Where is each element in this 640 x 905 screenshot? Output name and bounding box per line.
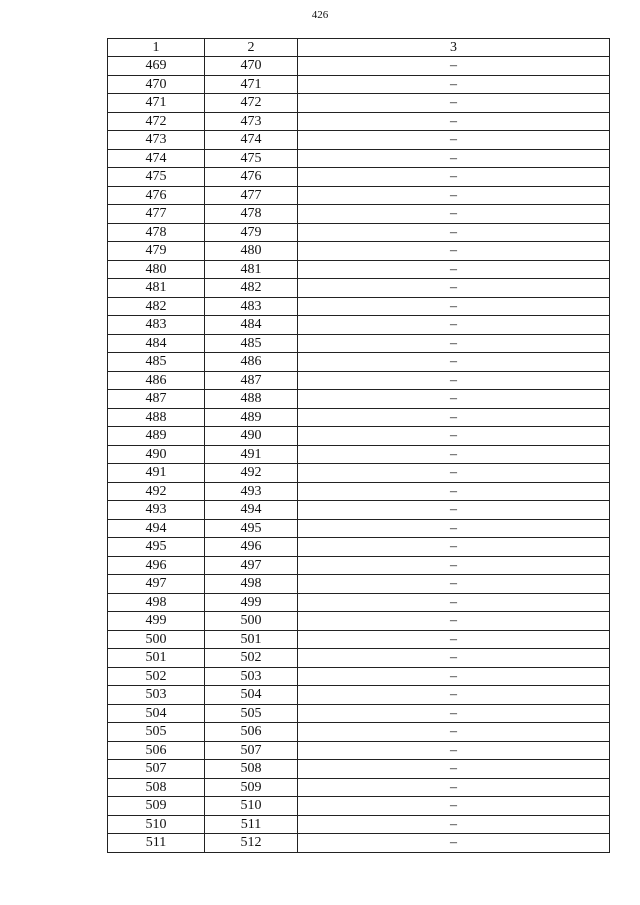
table-cell-col-3: – [298,149,610,168]
table-row [108,815,610,834]
table-cell-col-2: 506 [205,723,298,742]
table-cell-col-2: 511 [205,815,298,834]
table-cell-col-2: 487 [205,371,298,390]
table-cell-col-1: 496 [108,556,205,575]
table-row [108,667,610,686]
table-cell-col-3: – [298,223,610,242]
table-cell-col-1: 497 [108,575,205,594]
table-cell-col-3: – [298,723,610,742]
table-cell-col-1: 504 [108,704,205,723]
table-cell-col-2: 470 [205,57,298,76]
table-cell-col-2: 473 [205,112,298,131]
table-cell-col-2: 472 [205,94,298,113]
table-cell-col-2: 499 [205,593,298,612]
table-cell-col-1: 502 [108,667,205,686]
table-cell-col-1: 510 [108,815,205,834]
table-cell-col-2: 481 [205,260,298,279]
table-cell-col-2: 492 [205,464,298,483]
table-cell-col-3: – [298,834,610,853]
table-cell-col-2: 488 [205,390,298,409]
table-cell-col-3: – [298,556,610,575]
table-cell-col-1: 507 [108,760,205,779]
table-cell-col-2: 490 [205,427,298,446]
table-cell-col-1: 505 [108,723,205,742]
table-cell-col-1: 493 [108,501,205,520]
table-row [108,297,610,316]
table-cell-col-1: 490 [108,445,205,464]
table-row [108,279,610,298]
table-cell-col-3: – [298,593,610,612]
table-row [108,834,610,853]
table-row [108,205,610,224]
table-row [108,575,610,594]
table-cell-col-2: 507 [205,741,298,760]
table-cell-col-1: 486 [108,371,205,390]
table-cell-col-1: 499 [108,612,205,631]
table-cell-col-2: 486 [205,353,298,372]
table-cell-col-3: – [298,94,610,113]
table-row [108,316,610,335]
table-row [108,408,610,427]
table-cell-col-2: 471 [205,75,298,94]
table-cell-col-3: – [298,334,610,353]
table-cell-col-3: – [298,427,610,446]
table-cell-col-3: – [298,630,610,649]
table-cell-col-1: 491 [108,464,205,483]
table-cell-col-1: 479 [108,242,205,261]
table-cell-col-1: 498 [108,593,205,612]
table-cell-col-1: 503 [108,686,205,705]
table-row [108,445,610,464]
table-cell-col-1: 487 [108,390,205,409]
table-cell-col-1: 474 [108,149,205,168]
table-row [108,464,610,483]
table-cell-col-3: – [298,538,610,557]
table-cell-col-3: – [298,186,610,205]
table-cell-col-2: 480 [205,242,298,261]
table-cell-col-3: – [298,575,610,594]
table-row [108,260,610,279]
table-cell-col-1: 509 [108,797,205,816]
table-cell-col-3: – [298,686,610,705]
table-cell-col-1: 495 [108,538,205,557]
table-cell-col-3: – [298,297,610,316]
table-cell-col-2: 475 [205,149,298,168]
table-cell-col-1: 471 [108,94,205,113]
table-cell-col-2: 489 [205,408,298,427]
table-cell-col-2: 485 [205,334,298,353]
table-row [108,223,610,242]
header-row [108,39,610,57]
table-cell-col-1: 500 [108,630,205,649]
table-cell-col-3: – [298,482,610,501]
table-cell-col-1: 469 [108,57,205,76]
table-cell-col-2: 476 [205,168,298,187]
table-cell-col-3: – [298,612,610,631]
table-cell-col-2: 491 [205,445,298,464]
table-cell-col-2: 484 [205,316,298,335]
column-header-1: 1 [108,39,205,57]
table-cell-col-3: – [298,353,610,372]
table-row [108,797,610,816]
table-cell-col-1: 494 [108,519,205,538]
table-cell-col-1: 511 [108,834,205,853]
table-row [108,760,610,779]
table-cell-col-2: 497 [205,556,298,575]
table-cell-col-3: – [298,741,610,760]
table-cell-col-1: 473 [108,131,205,150]
table-row [108,334,610,353]
table-cell-col-3: – [298,316,610,335]
table-row [108,556,610,575]
table-row [108,242,610,261]
table-row [108,630,610,649]
table-row [108,501,610,520]
table-cell-col-3: – [298,131,610,150]
table-cell-col-1: 484 [108,334,205,353]
table-cell-col-1: 501 [108,649,205,668]
table-row [108,57,610,76]
table-cell-col-1: 475 [108,168,205,187]
table-cell-col-3: – [298,501,610,520]
table-cell-col-2: 482 [205,279,298,298]
table-row [108,519,610,538]
table-cell-col-2: 493 [205,482,298,501]
table-cell-col-3: – [298,279,610,298]
table-cell-col-3: – [298,408,610,427]
table-cell-col-2: 510 [205,797,298,816]
data-table [107,38,610,853]
table-cell-col-3: – [298,168,610,187]
table-cell-col-2: 512 [205,834,298,853]
table-cell-col-2: 483 [205,297,298,316]
table-cell-col-3: – [298,445,610,464]
table-cell-col-1: 508 [108,778,205,797]
table-row [108,649,610,668]
table-cell-col-2: 496 [205,538,298,557]
table-row [108,75,610,94]
table-cell-col-2: 474 [205,131,298,150]
table-cell-col-2: 495 [205,519,298,538]
table-cell-col-2: 500 [205,612,298,631]
table-row [108,593,610,612]
table-cell-col-2: 508 [205,760,298,779]
table-cell-col-3: – [298,649,610,668]
table-cell-col-1: 470 [108,75,205,94]
table-cell-col-2: 502 [205,649,298,668]
table-cell-col-3: – [298,260,610,279]
table-cell-col-3: – [298,704,610,723]
table-cell-col-1: 489 [108,427,205,446]
table-row [108,427,610,446]
table-cell-col-2: 503 [205,667,298,686]
page-number: 426 [311,9,329,21]
table-cell-col-2: 494 [205,501,298,520]
table-row [108,131,610,150]
table-cell-col-3: – [298,667,610,686]
table-row [108,390,610,409]
table-row [108,612,610,631]
table-cell-col-1: 483 [108,316,205,335]
table-row [108,149,610,168]
table-row [108,686,610,705]
table-row [108,186,610,205]
table-cell-col-3: – [298,205,610,224]
table-header [108,39,610,57]
column-header-2: 2 [205,39,298,57]
table-row [108,482,610,501]
table-row [108,704,610,723]
table-cell-col-3: – [298,464,610,483]
table-row [108,371,610,390]
table-cell-col-1: 472 [108,112,205,131]
table-cell-col-3: – [298,371,610,390]
table-cell-col-1: 481 [108,279,205,298]
table-cell-col-3: – [298,519,610,538]
table-cell-col-2: 505 [205,704,298,723]
table-cell-col-2: 501 [205,630,298,649]
table-cell-col-1: 488 [108,408,205,427]
table-cell-col-2: 509 [205,778,298,797]
table-cell-col-3: – [298,760,610,779]
table-cell-col-3: – [298,242,610,261]
table-cell-col-3: – [298,75,610,94]
table-cell-col-1: 477 [108,205,205,224]
table-cell-col-2: 498 [205,575,298,594]
table-cell-col-3: – [298,57,610,76]
table-cell-col-2: 478 [205,205,298,224]
table-cell-col-3: – [298,797,610,816]
table-row [108,112,610,131]
table-row [108,741,610,760]
table-cell-col-2: 504 [205,686,298,705]
table-body [108,57,610,853]
table-cell-col-1: 485 [108,353,205,372]
table-row [108,538,610,557]
table-cell-col-1: 478 [108,223,205,242]
table-cell-col-1: 492 [108,482,205,501]
table-cell-col-2: 479 [205,223,298,242]
table-cell-col-3: – [298,390,610,409]
table-row [108,94,610,113]
table-cell-col-1: 480 [108,260,205,279]
table-row [108,353,610,372]
table-cell-col-1: 482 [108,297,205,316]
column-header-3: 3 [298,39,610,57]
table-cell-col-3: – [298,815,610,834]
table-cell-col-1: 476 [108,186,205,205]
table-row [108,168,610,187]
table-cell-col-3: – [298,112,610,131]
table-cell-col-3: – [298,778,610,797]
table-cell-col-1: 506 [108,741,205,760]
table-row [108,723,610,742]
table-row [108,778,610,797]
table-cell-col-2: 477 [205,186,298,205]
